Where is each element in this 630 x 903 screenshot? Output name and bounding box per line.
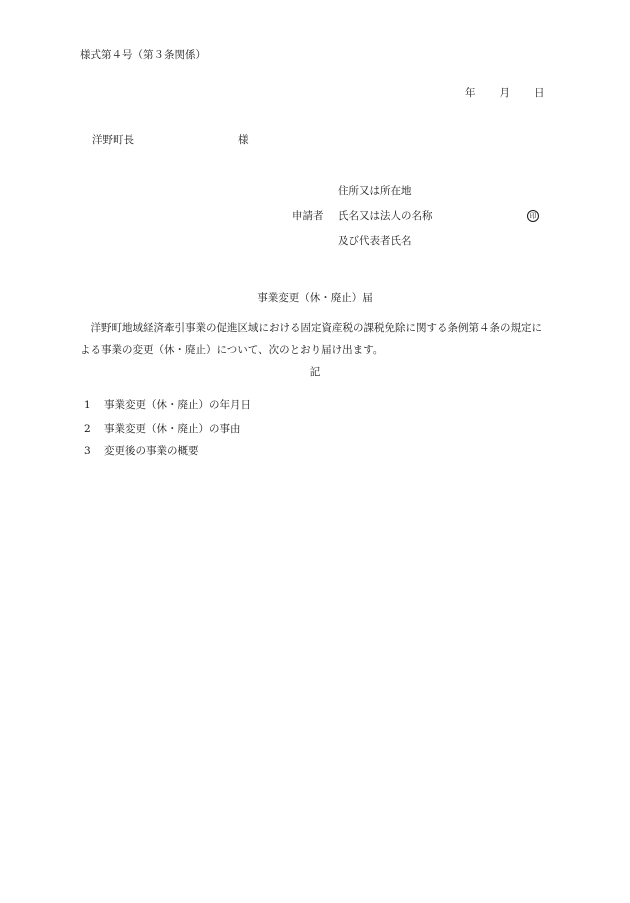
applicant-representative-label: 及び代表者氏名 <box>338 235 412 247</box>
day-label: 日 <box>534 87 545 99</box>
item-number: 1 <box>84 399 91 411</box>
document-body: 洋野町地域経済牽引事業の促進区域における固定資産税の課税免除に関する条例第４条の規定による事業の変更（休・廃止）について、次のとおり届け出ます。 <box>80 322 542 356</box>
list-item <box>84 424 241 435</box>
item-text: 事業変更（休・廃止）の年月日 <box>104 399 251 411</box>
item-text: 事業変更（休・廃止）の事由 <box>104 423 241 435</box>
document-title: 事業変更（休・廃止）届 <box>257 292 373 304</box>
addressee-name: 洋野町長 <box>92 134 134 146</box>
list-item <box>84 400 251 411</box>
item-number: 3 <box>84 445 91 457</box>
addressee <box>92 135 249 146</box>
applicant-name-label: 氏名又は法人の名称 <box>338 210 433 222</box>
year-label: 年 <box>465 87 476 99</box>
addressee-honorific: 様 <box>238 134 249 146</box>
ki-heading: 記 <box>309 366 321 378</box>
date-line <box>465 88 545 99</box>
applicant-address-label: 住所又は所在地 <box>338 185 412 197</box>
item-text: 変更後の事業の概要 <box>104 445 199 457</box>
applicant-label: 申請者 <box>292 210 324 222</box>
list-item <box>84 446 199 457</box>
form-number: 様式第４号（第３条関係） <box>80 49 206 61</box>
seal-icon: 印 <box>527 210 539 222</box>
month-label: 月 <box>499 87 510 99</box>
item-number: 2 <box>84 423 91 435</box>
